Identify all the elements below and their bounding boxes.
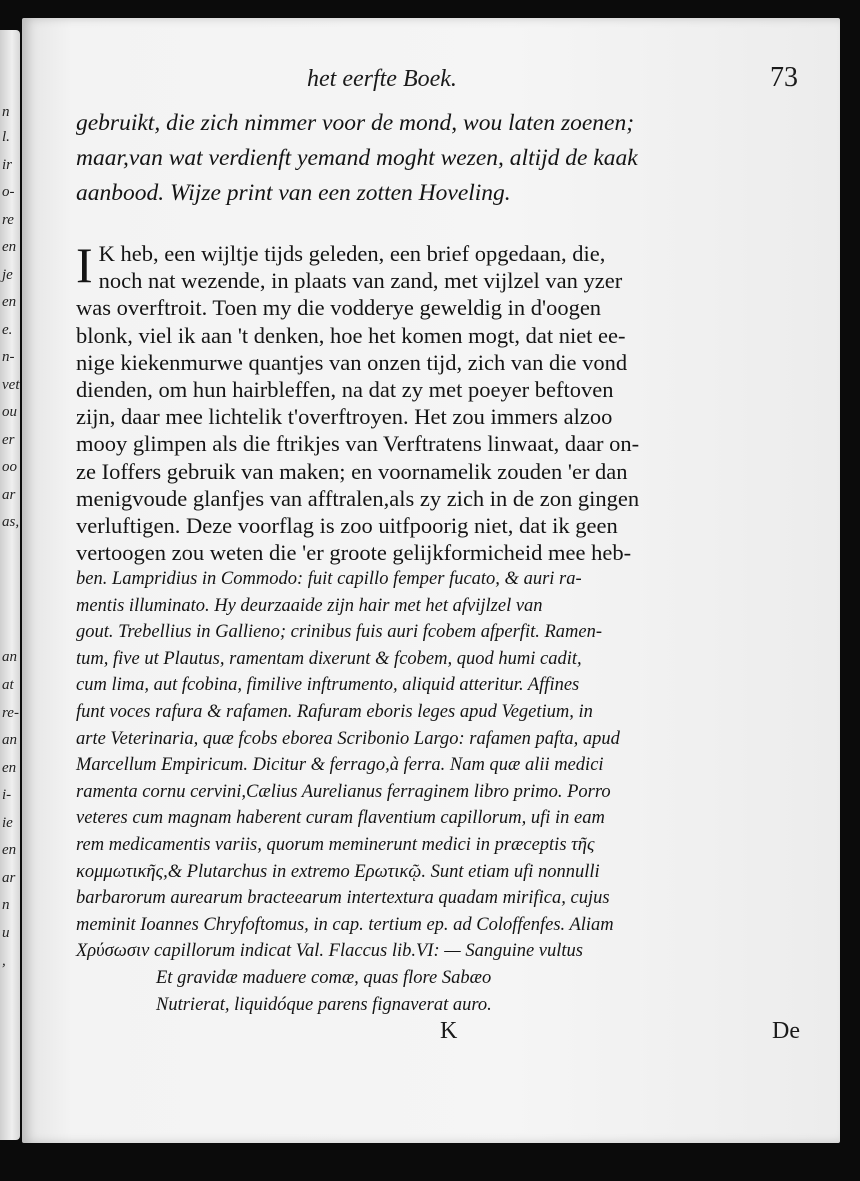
- main-line: was overftroit. Toen my die vodderye geweldig in d'oogen: [76, 295, 602, 321]
- note-line: Χρύσωσιν capillorum indicat Val. Flaccus lib.VI: — Sanguine vultus: [76, 941, 583, 962]
- note-line: funt voces rafura & rafamen. Rafuram eboris leges apud Vegetium, in: [76, 701, 593, 722]
- running-head: het eerfte Boek.: [307, 66, 457, 92]
- previous-page-fragment: ar: [2, 487, 16, 503]
- previous-page-fragment: at: [2, 677, 14, 693]
- previous-page-fragment: e.: [2, 322, 13, 338]
- previous-page-fragment: n: [2, 104, 10, 120]
- note-line: cum lima, aut fcobina, fimilive inftrumento, aliquid atteritur. Affines: [76, 675, 580, 696]
- annotation-paragraph: [76, 566, 706, 1018]
- previous-page-fragment: u: [2, 925, 10, 941]
- verse-line: Nutrierat, liquidóque parens fignaverat auro.: [156, 994, 492, 1015]
- note-line: meminit Ioannes Chryfoftomus, in cap. tertium ep. ad Coloffenfes. Aliam: [76, 914, 614, 935]
- previous-page-fragment: en: [2, 760, 17, 776]
- note-line: ben. Lampridius in Commodo: fuit capillo femper fucato, & auri ra-: [76, 569, 582, 589]
- note-line: Marcellum Empiricum. Dicitur & ferrago,à ferra. Nam quæ alii medici: [76, 755, 604, 776]
- verse-line: Et gravidæ maduere comæ, quas flore Sabæo: [156, 967, 492, 988]
- main-line: K heb, een wijltje tijds geleden, een brief opgedaan, die,: [98, 241, 606, 266]
- main-line: blonk, viel ik aan 't denken, hoe het komen mogt, dat niet ee-: [76, 322, 626, 348]
- previous-page-fragment: ir: [2, 157, 13, 173]
- previous-page-fragment: i-: [2, 787, 12, 803]
- previous-page-fragment: en: [2, 239, 17, 255]
- previous-page-fragment: ou: [2, 404, 17, 420]
- main-line: verluftigen. Deze voorflag is zoo uitfpoorig niet, dat ik geen: [76, 513, 618, 539]
- intro-line: aanbood. Wijze print van een zotten Hoveling.: [76, 180, 511, 206]
- drop-capital: I: [76, 237, 93, 293]
- intro-line: gebruikt, die zich nimmer voor de mond, wou laten zoenen;: [76, 110, 635, 136]
- previous-page-fragment: an: [2, 649, 17, 665]
- note-line: tum, five ut Plautus, ramentam dixerunt & fcobem, quod humi cadit,: [76, 648, 582, 669]
- previous-page-fragment: l.: [2, 129, 10, 145]
- page-number: 73: [770, 62, 798, 93]
- note-line: arte Veterinaria, quæ fcobs eborea Scribonio Largo: rafamen pafta, apud: [76, 728, 620, 749]
- previous-page-fragment: n-: [2, 349, 15, 365]
- note-line: ramenta cornu cervini,Cælius Aurelianus ferraginem libro primo. Porro: [76, 781, 611, 802]
- note-line: veteres cum magnam haberent curam flaventium capillorum, ufi in eam: [76, 808, 605, 829]
- previous-page-fragment: ar: [2, 870, 16, 886]
- book-page: [22, 18, 840, 1143]
- main-line: dienden, om hun hairbleffen, na dat zy met poeyer beftoven: [76, 377, 614, 403]
- previous-page-fragment: re-: [2, 705, 19, 721]
- intro-line: maar,van wat verdienft yemand moght wezen, altijd de kaak: [76, 145, 638, 171]
- main-line: ze Ioffers gebruik van maken; en voornamelik zouden 'er dan: [76, 458, 628, 484]
- main-line: zijn, daar mee lichtelik t'overftroyen. Het zou immers alzoo: [76, 404, 613, 430]
- previous-page-fragment: ,: [2, 953, 6, 969]
- previous-page-fragment: re: [2, 212, 14, 228]
- previous-page-fragment: o-: [2, 184, 15, 200]
- previous-page-edge: [0, 30, 20, 1140]
- note-line: rem medicamentis variis, quorum meminerunt medici in præceptis τῆς: [76, 834, 595, 855]
- previous-page-fragment: en: [2, 842, 17, 858]
- main-line: mooy glimpen als die ftrikjes van Verftratens linwaat, daar on-: [76, 431, 640, 457]
- main-line: noch nat wezende, in plaats van zand, met vijlzel van yzer: [98, 268, 623, 294]
- main-line: vertoogen zou weten die 'er groote gelijkformicheid mee heb-: [76, 540, 632, 566]
- previous-page-fragment: er: [2, 432, 15, 448]
- previous-page-fragment: ie: [2, 815, 13, 831]
- previous-page-fragment: je: [2, 267, 13, 283]
- signature-mark: K: [440, 1018, 458, 1044]
- previous-page-fragment: an: [2, 732, 17, 748]
- previous-page-fragment: oo: [2, 459, 17, 475]
- note-line: mentis illuminato. Hy deurzaaide zijn hair met het afvijlzel van: [76, 595, 543, 616]
- note-line: κομμωτικῆς,& Plutarchus in extremo Ερωτικῷ. Sunt etiam ufi nonnulli: [76, 861, 600, 882]
- main-line: menigvoude glanfjes van afftralen,als zy zich in de zon gingen: [76, 485, 640, 511]
- catchword: De: [772, 1018, 800, 1044]
- previous-page-fragment: as,: [2, 514, 20, 530]
- intro-paragraph: [76, 106, 706, 211]
- note-line: barbarorum aurearum bracteearum intertextura quadam mirifica, cujus: [76, 888, 610, 909]
- note-line: gout. Trebellius in Gallieno; crinibus fuis auri fcobem afperfit. Ramen-: [76, 622, 603, 643]
- previous-page-fragment: n: [2, 897, 10, 913]
- main-paragraph: [76, 237, 706, 566]
- previous-page-fragment: vet: [2, 377, 20, 393]
- main-line: nige kiekenmurwe quantjes van onzen tijd, zich van die vond: [76, 349, 628, 375]
- previous-page-fragment: en: [2, 294, 17, 310]
